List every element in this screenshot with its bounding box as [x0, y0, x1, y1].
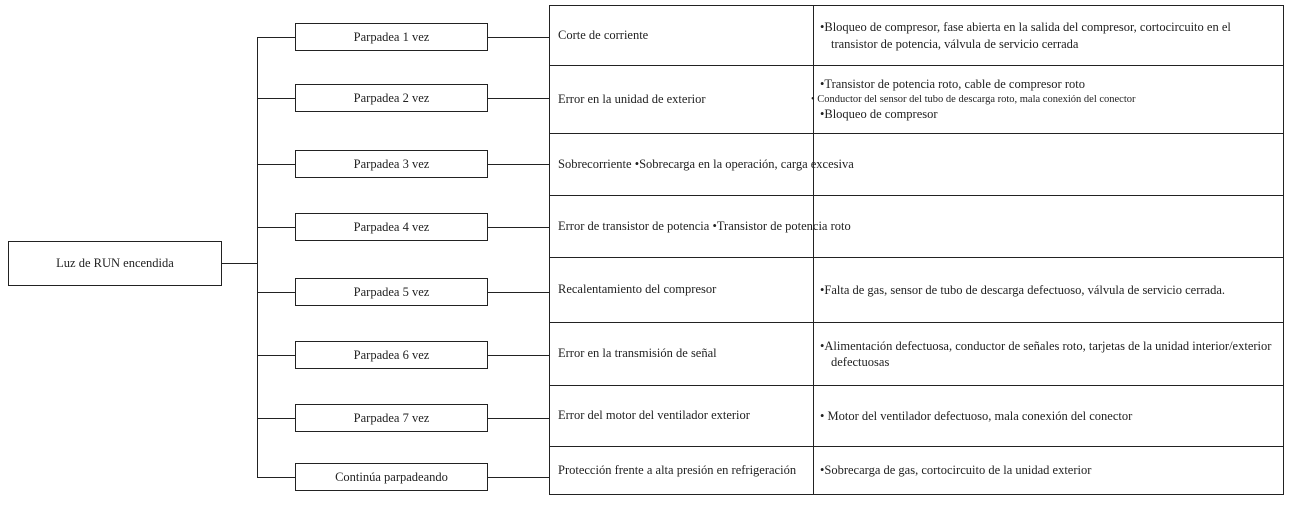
link-line	[488, 164, 549, 165]
detail-item: • Conductor del sensor del tubo de descarga roto, mala conexión del conector	[811, 93, 1136, 105]
branch-line	[257, 227, 295, 228]
blink-pattern-label: Continúa parpadeando	[335, 469, 448, 484]
trunk-line	[257, 37, 258, 478]
link-line	[488, 418, 549, 419]
detail-item: •Sobrecarga de gas, cortocircuito de la unidad exterior	[820, 463, 1092, 478]
detail-cell	[820, 386, 1275, 446]
detail-item: •Transistor de potencia roto, cable de compresor roto	[820, 77, 1085, 92]
link-line	[488, 37, 549, 38]
blink-pattern-box	[295, 278, 488, 306]
branch-line	[257, 98, 295, 99]
link-line	[488, 292, 549, 293]
table-row	[549, 323, 1284, 386]
blink-pattern-box	[295, 84, 488, 112]
detail-item: •Falta de gas, sensor de tubo de descarga defectuoso, válvula de servicio cerrada.	[820, 282, 1226, 297]
cause-and-detail-text: Sobrecorriente •Sobrecarga en la operación, carga excesiva	[558, 157, 854, 171]
detail-item: •Bloqueo de compresor, fase abierta en la salida del compresor, cortocircuito en el transistor de potencia, válvula de servicio cerrada	[820, 20, 1231, 51]
cause-cell: Error del motor del ventilador exterior	[558, 408, 750, 423]
table-row	[549, 447, 1284, 495]
blink-pattern-box	[295, 463, 488, 491]
root-node	[8, 241, 222, 286]
detail-cell	[820, 323, 1275, 385]
cause-cell: Protección frente a alta presión en refrigeración	[558, 462, 797, 477]
blink-pattern-label: Parpadea 4 vez	[353, 219, 430, 234]
blink-pattern-label: Parpadea 5 vez	[353, 284, 430, 299]
cause-and-detail-text: Error de transistor de potencia •Transistor de potencia roto	[558, 219, 851, 233]
link-line	[488, 355, 549, 356]
blink-pattern-box	[295, 341, 488, 369]
link-line	[488, 98, 549, 99]
detail-cell	[811, 66, 1275, 133]
detail-item: •Bloqueo de compresor	[820, 107, 938, 122]
table-row	[549, 5, 1284, 66]
link-line	[488, 227, 549, 228]
blink-pattern-label: Parpadea 3 vez	[353, 156, 430, 171]
blink-pattern-box	[295, 404, 488, 432]
blink-pattern-label: Parpadea 2 vez	[353, 90, 430, 105]
detail-cell	[820, 6, 1275, 65]
branch-line	[257, 164, 295, 165]
branch-line	[257, 418, 295, 419]
detail-item: •Alimentación defectuosa, conductor de señales roto, tarjetas de la unidad interior/exterior defectuosas	[820, 338, 1272, 369]
blink-pattern-label: Parpadea 1 vez	[353, 29, 430, 44]
table-row	[549, 386, 1284, 447]
blink-pattern-box	[295, 23, 488, 51]
table-row	[549, 196, 1284, 258]
cause-cell: Recalentamiento del compresor	[558, 282, 717, 297]
table-row	[549, 258, 1284, 323]
branch-line	[257, 37, 295, 38]
root-connector	[222, 263, 257, 264]
link-line	[488, 477, 549, 478]
blink-pattern-label: Parpadea 6 vez	[353, 347, 430, 362]
branch-line	[257, 292, 295, 293]
cause-cell: Corte de corriente	[558, 27, 649, 42]
root-label: Luz de RUN encendida	[56, 256, 174, 270]
cause-cell: Error en la unidad de exterior	[558, 91, 706, 106]
cause-cell: Error en la transmisión de señal	[558, 346, 717, 361]
detail-item: • Motor del ventilador defectuoso, mala conexión del conector	[820, 408, 1133, 423]
blink-pattern-label: Parpadea 7 vez	[353, 410, 430, 425]
table-row	[549, 134, 1284, 196]
blink-pattern-box	[295, 213, 488, 241]
detail-cell	[820, 258, 1275, 322]
table-row	[549, 66, 1284, 134]
blink-pattern-box	[295, 150, 488, 178]
branch-line	[257, 355, 295, 356]
detail-cell	[820, 447, 1275, 494]
branch-line	[257, 477, 295, 478]
